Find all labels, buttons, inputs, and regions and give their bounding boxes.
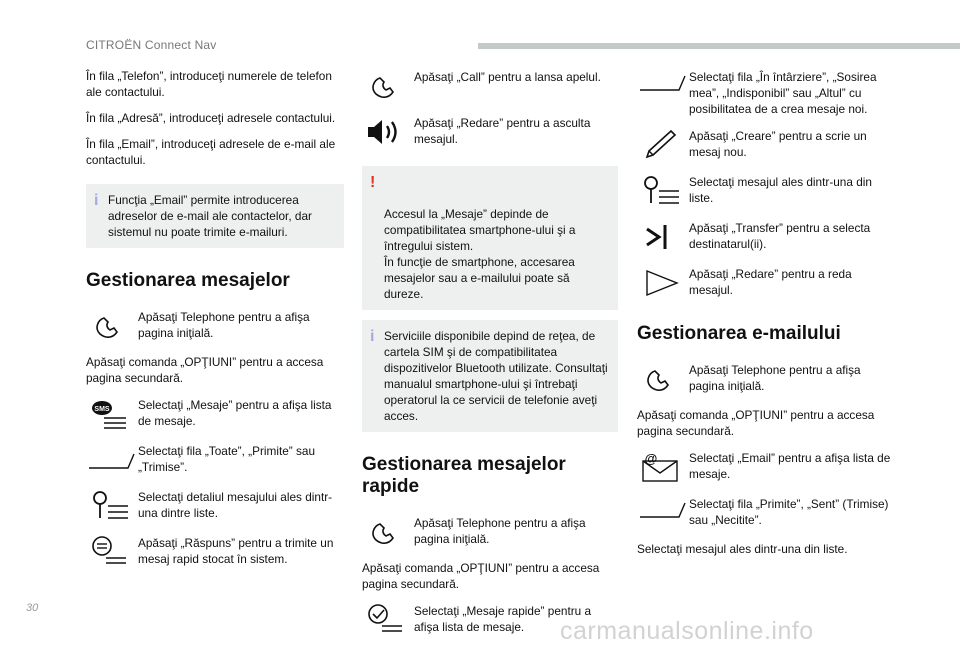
instruction-item: Apăsaţi Telephone pentru a afişa pagina iniţială. <box>637 361 891 397</box>
section-heading-messages: Gestionarea mesajelor <box>86 270 290 291</box>
info-icon: i <box>370 328 375 345</box>
instruction-item: Selectaţi fila „În întârziere”, „Sosirea mea”, „Indisponibil” sau „Altul” cu posibilitatea de a crea mesaje noi. <box>637 68 891 117</box>
info-box-email <box>86 184 344 248</box>
info-icon: i <box>94 192 99 209</box>
section-heading-email: Gestionarea e-mailului <box>637 323 841 344</box>
paragraph-address-tab: În fila „Adresă”, introduceţi adresele contactului. <box>86 111 336 125</box>
instruction-item: Selectaţi mesajul ales dintr-una din liste. <box>637 173 891 209</box>
instruction-item: Apăsaţi „Creare” pentru a scrie un mesaj nou. <box>637 127 891 163</box>
phone-handset-icon <box>362 514 414 550</box>
instruction-item: Apăsaţi „Transfer” pentru a selecta destinatarul(ii). <box>637 219 891 255</box>
detail-list-icon <box>86 488 138 524</box>
header-title: CITROËN Connect Nav <box>86 38 217 52</box>
watermark: carmanualsonline.info <box>560 617 814 645</box>
instruction-item: Apăsaţi Telephone pentru a afişa pagina iniţială. <box>86 308 344 344</box>
page-number: 30 <box>26 602 39 614</box>
warning-box <box>362 166 618 310</box>
play-icon <box>637 265 689 301</box>
column-3 <box>637 68 891 567</box>
tab-icon <box>637 68 689 104</box>
section-heading-quick-messages: Gestionarea mesajelor rapide <box>362 454 566 497</box>
quick-message-icon <box>362 602 414 638</box>
instruction-item: Apăsaţi Telephone pentru a afişa pagina iniţială. <box>362 514 618 550</box>
phone-handset-icon <box>86 308 138 344</box>
paragraph-email-tab: În fila „Email”, introduceţi adresele de e-mail ale contactului. <box>86 137 336 167</box>
at-icon-label: @ <box>644 451 658 466</box>
sms-list-icon <box>86 396 138 432</box>
column-2 <box>362 68 618 648</box>
detail-list-icon <box>637 173 689 209</box>
envelope-at-icon <box>637 449 689 485</box>
instruction-item: SMS Selectaţi „Mesaje” pentru a afişa lista de mesaje. <box>86 396 344 432</box>
instruction-item: Apăsaţi „Redare” pentru a asculta mesajul. <box>362 114 618 150</box>
call-icon <box>362 68 414 104</box>
pencil-icon <box>637 127 689 163</box>
instruction-item: Apăsaţi „Redare” pentru a reda mesajul. <box>637 265 891 301</box>
speaker-icon <box>362 114 414 150</box>
info-box-services <box>362 320 618 432</box>
instruction-item: Apăsaţi „Răspuns” pentru a trimite un mesaj rapid stocat în sistem. <box>86 534 344 570</box>
column-1 <box>86 68 344 580</box>
header-bar <box>478 43 960 49</box>
warning-box-text: Accesul la „Mesaje” depinde de compatibilitatea smartphone-ului şi a întregului sistem. În funcţie de smartphone, accesarea mesajelor sau a e-mailului poate să dureze. <box>384 207 576 301</box>
sms-icon-label: SMS <box>94 406 110 413</box>
paragraph-select-message: Selectaţi mesajul ales dintr-una din liste. <box>637 542 848 556</box>
tab-icon <box>86 442 138 478</box>
paragraph-options: Apăsaţi comanda „OPŢIUNI” pentru a accesa pagina secundară. <box>637 408 875 438</box>
info-box-text: Serviciile disponibile depind de reţea, de cartela SIM şi de compatibilitatea dispozitivelor Bluetooth utilizate. Consultaţi manualul smartphone-ului şi întrebaţi operatorul la ce servicii de telefonie aveţi acces. <box>384 329 608 423</box>
forward-icon <box>637 219 689 255</box>
instruction-item: @ Selectaţi „Email” pentru a afişa lista de mesaje. <box>637 449 891 485</box>
paragraph-phone-tab: În fila „Telefon”, introduceţi numerele de telefon ale contactului. <box>86 69 332 99</box>
instruction-item: Apăsaţi „Call” pentru a lansa apelul. <box>362 68 618 104</box>
paragraph-options: Apăsaţi comanda „OPŢIUNI” pentru a accesa pagina secundară. <box>86 355 324 385</box>
tab-icon <box>637 495 689 531</box>
reply-list-icon <box>86 534 138 570</box>
info-box-text: Funcţia „Email” permite introducerea adreselor de e-mail ale contactelor, dar sistemul nu poate trimite e-mailuri. <box>108 193 312 239</box>
instruction-item: Selectaţi „Mesaje rapide” pentru a afişa lista de mesaje. <box>362 602 618 638</box>
paragraph-options: Apăsaţi comanda „OPŢIUNI” pentru a accesa pagina secundară. <box>362 561 600 591</box>
instruction-item: Selectaţi fila „Toate”, „Primite” sau „Trimise”. <box>86 442 344 478</box>
phone-handset-icon <box>637 361 689 397</box>
warning-icon: ! <box>370 174 376 191</box>
instruction-item: Selectaţi fila „Primite”, „Sent” (Trimise) sau „Necitite”. <box>637 495 891 531</box>
instruction-item: Selectaţi detaliul mesajului ales dintr-una dintre liste. <box>86 488 344 524</box>
